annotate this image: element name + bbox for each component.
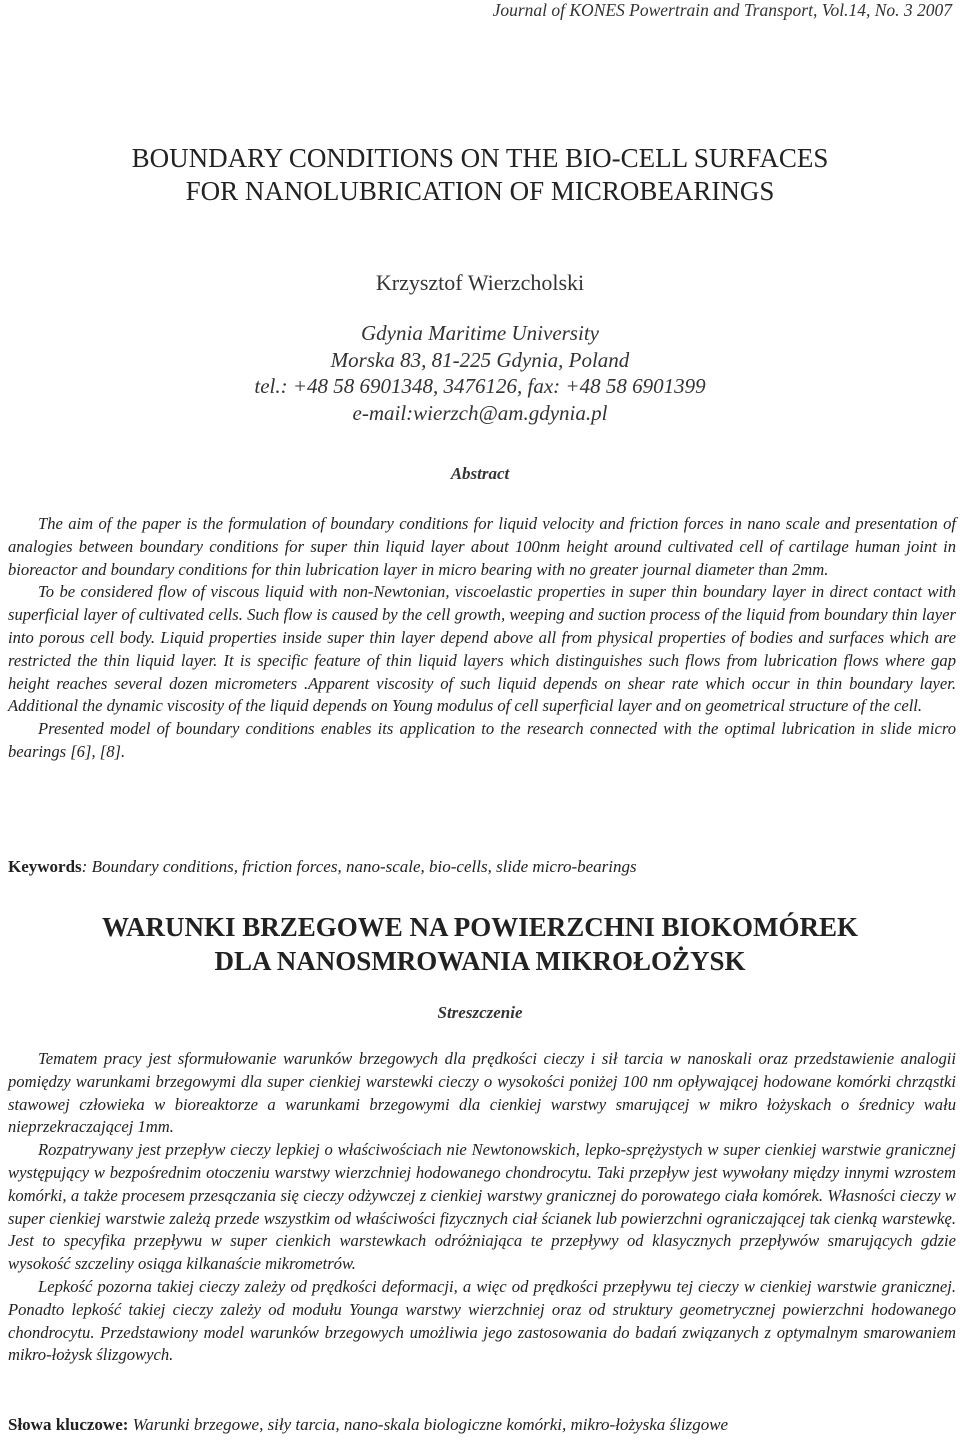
abstract-paragraph: To be considered flow of viscous liquid with non-Newtonian, viscoelastic properties in super thin boundary layer in direct contact with superficial layer of cultivated cells. Such flow is caused by the cell growth, weeping and suction process of the liquid from boundary thin layer into porous cell body. Liquid properties inside super thin layer depend above all from physical properties of bodies and surfaces which are restricted the thin liquid layer. It is specific feature of thin liquid layers which distinguishes such flows from lubrication flows where gap height reaches several dozen micrometers .Apparent viscosity of such liquid depends on shear rate which occur in thin boundary layer. Additional the dynamic viscosity of the liquid depends on Young modulus of cell superficial layer and on geometrical structure of the cell. [8, 582, 956, 716]
streszczenie-paragraph: Tematem pracy jest sformułowanie warunków brzegowych dla prędkości cieczy i sił tarcia w nanoskali oraz przedstawienie analogii pomiędzy warunkami brzegowymi dla super cienkiej warstewki cieczy o wysokości poniżej 100 nm opływającej hodowane komórki chrząstki stawowej człowieka w bioreaktorze a warunkami brzegowymi dla cienkiej warstwy smarującej w mikro łożyskach o średnicy wału nieprzekraczającej 1mm. [8, 1049, 956, 1137]
affiliation-institution: Gdynia Maritime University [361, 321, 599, 345]
title-pl-line-1: WARUNKI BRZEGOWE NA POWIERZCHNI BIOKOMÓREK [101, 912, 859, 942]
streszczenie-heading: Streszczenie [437, 1003, 523, 1022]
keywords-separator: : [81, 857, 92, 876]
abstract-polish [8, 1048, 956, 1367]
keywords-english [8, 857, 637, 877]
title-line-1: BOUNDARY CONDITIONS ON THE BIO-CELL SURFACES [131, 143, 829, 173]
streszczenie-paragraph: Lepkość pozorna takiej cieczy zależy od prędkości deformacji, a więc od prędkości przepływu tej cieczy w cienkiej warstwie granicznej. Ponadto lepkość takiej cieczy zależy od modułu Younga warstwy wierzchniej oraz od struktury geometrycznej powierzchni hodowanego chondrocytu. Przedstawiony model warunków brzegowych umożliwia jego zastosowania do badań związanych z optymalnym smarowaniem mikro-łożysk ślizgowych. [8, 1276, 956, 1365]
streszczenie-paragraph: Rozpatrywany jest przepływ cieczy lepkiej o właściwościach nie Newtonowskich, lepko-sprężystych w super cienkiej warstwie granicznej występujący w bezpośrednim otoczeniu warstwy wierzchniej hodowanego chondrocytu. Taki przepływ jest wywołany między innymi wzrostem komórki, a także procesem przesączania się cieczy odżywczej z cienkiej warstwy granicznej do porowatego ciała komórek. Własności cieczy w super cienkiej warstwie zależą przede wszystkim od właściwości fizycznych ciał ścianek lub powierzchni ograniczającej tak cienką warstewkę. Jest to specyfika przepływu w super cienkich warstewkach odróżniająca te przepływy od klasycznych przepływów smarujących gdzie wysokość szczeliny osiąga kilkanaście mikrometrów. [8, 1140, 956, 1274]
keywords-label: Keywords [8, 857, 82, 876]
keywords-text: Boundary conditions, friction forces, nano-scale, bio-cells, slide micro-bearings [91, 857, 637, 876]
keywords-polish [8, 1415, 728, 1435]
title-pl-line-2: DLA NANOSMROWANIA MIKROŁOŻYSK [214, 946, 746, 976]
paper-title-english [0, 142, 960, 208]
abstract-english [8, 513, 956, 764]
keywords-pl-label: Słowa kluczowe: [8, 1415, 129, 1434]
affiliation-email: e-mail:wierzch@am.gdynia.pl [352, 400, 608, 425]
abstract-paragraph: Presented model of boundary conditions enables its application to the research connected with the optimal lubrication in slide micro bearings [6], [8]. [8, 719, 956, 761]
abstract-paragraph: The aim of the paper is the formulation of boundary conditions for liquid velocity and friction forces in nano scale and presentation of analogies between boundary conditions for super thin liquid layer about 100nm height around cultivated cell of cartilage human joint in bioreactor and boundary conditions for thin lubrication layer in micro bearing with no greater journal diameter than 2mm. [8, 514, 956, 579]
author-name: Krzysztof Wierzcholski [375, 270, 585, 295]
keywords-pl-text: Warunki brzegowe, siły tarcia, nano-skala biologiczne komórki, mikro-łożyska ślizgowe [128, 1415, 729, 1434]
author-affiliation [0, 320, 960, 426]
title-line-2: FOR NANOLUBRICATION OF MICROBEARINGS [185, 176, 775, 206]
affiliation-address: Morska 83, 81-225 Gdynia, Poland [330, 347, 630, 372]
affiliation-phone: tel.: +48 58 6901348, 3476126, fax: +48 58 6901399 [254, 374, 706, 398]
journal-header: Journal of KONES Powertrain and Transport, Vol.14, No. 3 2007 [492, 0, 952, 20]
abstract-heading: Abstract [450, 464, 510, 483]
paper-title-polish [0, 910, 960, 978]
